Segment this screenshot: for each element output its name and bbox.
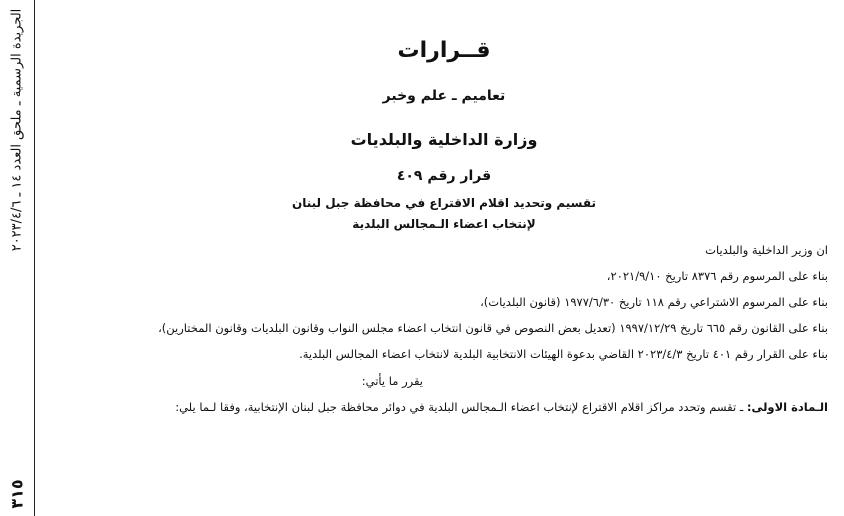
decision-subject-line1: تقسيم وتحديد اقلام الاقتراع في محافظة جبل لبنان (291, 196, 597, 210)
preamble-item: بناء على القرار رقم ٤٠١ تاريخ ٢٠٢٣/٤/٣ القاضي بدعوة الهيئات الانتخابية البلدية لانتخاب اعضاء المجالس البلدية. (299, 347, 828, 361)
page-content (60, 0, 828, 516)
section-subtitle: تعاميم ـ علم وخبر (382, 88, 506, 104)
running-header: الجريدة الرسمية ـ ملحق العدد ١٤ ـ ٢٠٢٣/٤/٦ (9, 8, 25, 252)
article-one (175, 400, 828, 414)
ministry-name: وزارة الداخلية والبلديات (350, 130, 538, 149)
page-number: ٣١٥ (7, 479, 27, 509)
decision-number: قرار رقم ٤٠٩ (396, 168, 492, 184)
article-label: الـمادة الاولى: (746, 400, 828, 414)
decides-line: يقرر ما يأتي: (361, 374, 423, 388)
side-rail (0, 0, 35, 516)
preamble-item: بناء على المرسوم رقم ٨٣٧٦ تاريخ ٢٠٢١/٩/١٠، (606, 269, 828, 283)
preamble-item: بناء على المرسوم الاشتراعي رقم ١١٨ تاريخ ١٩٧٧/٦/٣٠ (قانون البلديات)، (480, 295, 828, 309)
article-text: ـ تقسم وتحدد مراكز اقلام الاقتراع لإنتخاب اعضاء الـمجالس البلدية في دوائر محافظة جبل لبنان الإنتخابية، وفقا لـما يلي: (175, 400, 747, 414)
section-title: قــرارات (397, 38, 491, 63)
intro-paragraph: ان وزير الداخلية والبلديات (705, 243, 828, 257)
decision-subject-line2: لإنتخاب اعضاء الـمجالس البلدية (352, 217, 536, 231)
preamble-item: بناء على القانون رقم ٦٦٥ تاريخ ١٩٩٧/١٢/٢٩ (تعديل بعض النصوص في قانون انتخاب اعضاء مجلس النواب وقانون البلديات وقانون المختارين)، (158, 321, 828, 335)
